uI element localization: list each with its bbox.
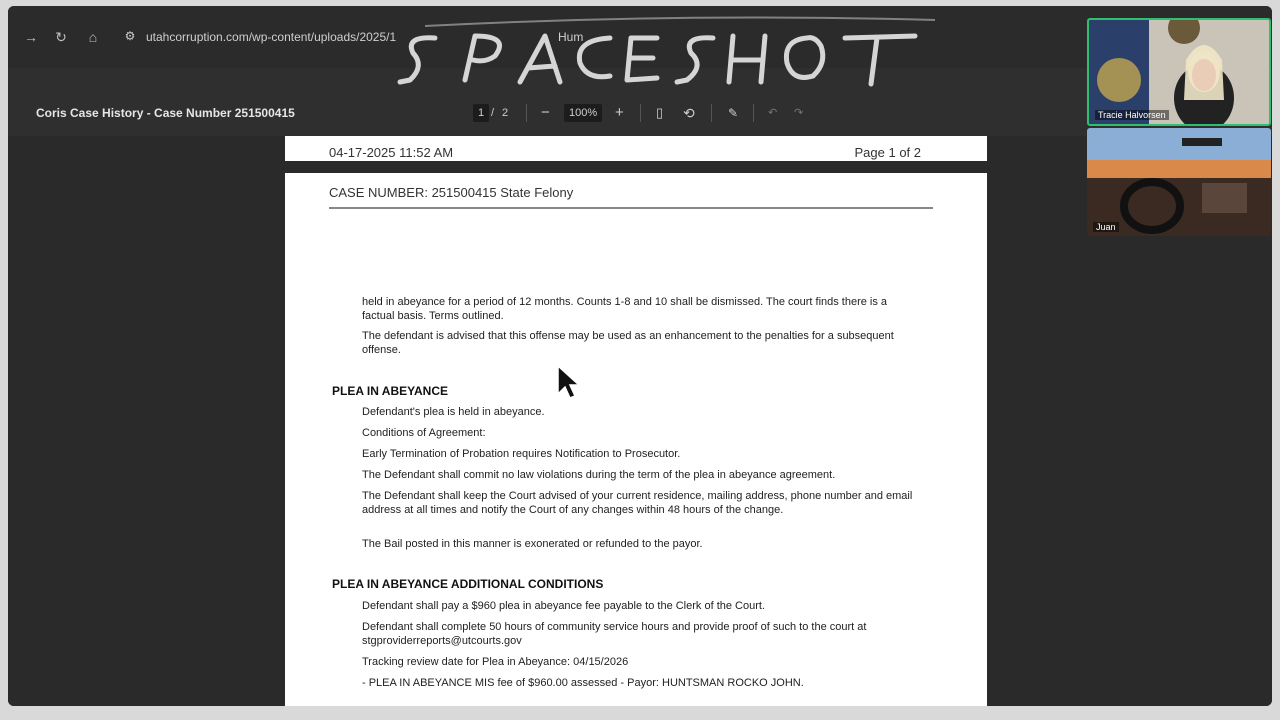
divider bbox=[753, 104, 754, 122]
mouse-cursor-icon bbox=[556, 364, 580, 400]
case-number: CASE NUMBER: 251500415 State Felony bbox=[329, 185, 574, 200]
list-item: The Defendant shall keep the Court advised of your current residence, mailing address, phone number and email address at all times and notify the Court of any changes within 48 hours of the change. bbox=[362, 490, 913, 516]
pdf-viewer[interactable] bbox=[8, 136, 1272, 706]
undo-icon[interactable]: ↶ bbox=[768, 107, 778, 119]
participant-video-tile[interactable] bbox=[1087, 18, 1271, 126]
screen bbox=[8, 6, 1272, 706]
divider bbox=[711, 104, 712, 122]
zoom-out-icon[interactable]: − bbox=[541, 104, 550, 121]
url-text[interactable]: utahcorruption.com/wp-content/uploads/2025/1 bbox=[146, 30, 397, 44]
participant-video-icon bbox=[1087, 128, 1271, 236]
divider bbox=[526, 104, 527, 122]
list-item: Defendant shall pay a $960 plea in abeyance fee payable to the Clerk of the Court. bbox=[362, 600, 765, 612]
page-header-strip bbox=[285, 136, 987, 161]
spaceshot-logo bbox=[395, 8, 955, 98]
fit-page-icon[interactable]: ▯ bbox=[656, 105, 664, 120]
zoom-in-icon[interactable]: + bbox=[615, 104, 624, 121]
section-heading: PLEA IN ABEYANCE ADDITIONAL CONDITIONS bbox=[332, 577, 604, 591]
home-icon[interactable]: ⌂ bbox=[88, 29, 98, 45]
list-item: The Defendant shall commit no law violations during the term of the plea in abeyance agreement. bbox=[362, 469, 836, 481]
forward-icon[interactable]: → bbox=[24, 29, 38, 45]
participant-video-tile[interactable] bbox=[1087, 128, 1271, 236]
list-item: Defendant's plea is held in abeyance. bbox=[362, 406, 545, 418]
rotate-icon[interactable]: ⟲ bbox=[683, 105, 695, 121]
paragraph: held in abeyance for a period of 12 months. Counts 1-8 and 10 shall be dismissed. The court finds there is a factual basis. Terms outlined. bbox=[362, 296, 888, 322]
list-item: - PLEA IN ABEYANCE MIS fee of $960.00 assessed - Payor: HUNTSMAN ROCKO JOHN. bbox=[362, 677, 804, 689]
participant-name: Juan bbox=[1093, 222, 1119, 232]
page-separator: / bbox=[491, 107, 495, 119]
page-total: 2 bbox=[502, 107, 509, 119]
divider bbox=[640, 104, 641, 122]
url-tail-text: Hum bbox=[558, 30, 584, 44]
list-item: Conditions of Agreement: bbox=[362, 427, 486, 439]
page-indicator: Page 1 of 2 bbox=[854, 145, 921, 160]
zoom-input[interactable]: 100% bbox=[564, 104, 602, 122]
annotate-icon[interactable]: ✎ bbox=[728, 106, 739, 120]
site-settings-icon[interactable]: ⚙ bbox=[124, 29, 136, 43]
participant-name: Tracie Halvorsen bbox=[1095, 110, 1169, 120]
reload-icon[interactable]: ↻ bbox=[55, 29, 67, 45]
list-item: Early Termination of Probation requires Notification to Prosecutor. bbox=[362, 448, 681, 460]
section-heading: PLEA IN ABEYANCE bbox=[332, 384, 449, 398]
list-item: The Bail posted in this manner is exonerated or refunded to the payor. bbox=[362, 538, 703, 550]
page-number-input[interactable]: 1 bbox=[473, 104, 489, 122]
pdf-page bbox=[285, 173, 987, 706]
list-item: Defendant shall complete 50 hours of community service hours and provide proof of such to the court at stgproviderreports@utcourts.gov bbox=[362, 621, 867, 647]
header-rule bbox=[329, 207, 933, 209]
paragraph: The defendant is advised that this offense may be used as an enhancement to the penalties for a subsequent offense. bbox=[362, 330, 894, 356]
document-title: Coris Case History - Case Number 251500415 bbox=[36, 106, 295, 120]
print-date: 04-17-2025 11:52 AM bbox=[329, 145, 454, 160]
redo-icon[interactable]: ↷ bbox=[794, 107, 804, 119]
list-item: Tracking review date for Plea in Abeyance: 04/15/2026 bbox=[362, 656, 629, 668]
